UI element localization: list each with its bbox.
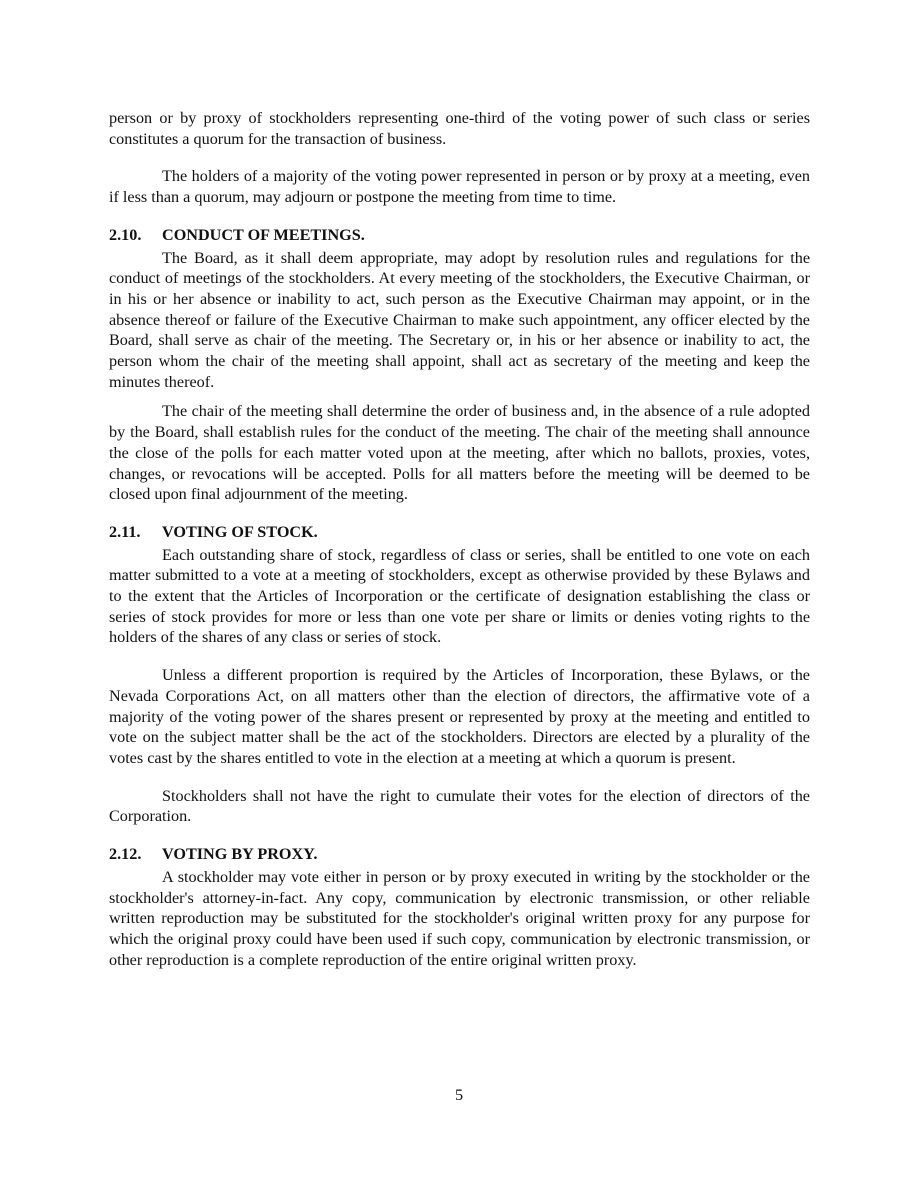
voting-paragraph-3: Stockholders shall not have the right to cumulate their votes for the election of directors of the Corporation. <box>109 786 810 826</box>
section-heading-2-12 <box>109 844 810 865</box>
voting-paragraph-1: Each outstanding share of stock, regardless of class or series, shall be entitled to one vote on each matter submitted to a vote at a meeting of stockholders, except as otherwise provided by these Bylaws and to the extent that the Articles of Incorporation or the certificate of designation establishing the class or series of stock provides for more or less than one vote per share or limits or denies voting rights to the holders of the shares of any class or series of stock. <box>109 545 810 647</box>
section-number: 2.11. <box>109 522 141 541</box>
section-title: VOTING OF STOCK. <box>162 522 318 541</box>
section-number: 2.12. <box>109 845 142 864</box>
section-number: 2.10. <box>109 225 142 244</box>
voting-paragraph-2: Unless a different proportion is required by the Articles of Incorporation, these Bylaws, or the Nevada Corporations Act, on all matters other than the election of directors, the affirmative vote of a majority of the voting power of the shares present or represented by proxy at the meeting and entitled to vote on the subject matter shall be the act of the stockholders. Directors are elected by a plurality of the votes cast by the shares entitled to vote in the election at a meeting at which a quorum is present. <box>109 666 810 767</box>
section-title: CONDUCT OF MEETINGS. <box>162 225 365 244</box>
adjournment-paragraph: The holders of a majority of the voting power represented in person or by proxy at a meeting, even if less than a quorum, may adjourn or postpone the meeting from time to time. <box>109 167 810 207</box>
proxy-paragraph-1: A stockholder may vote either in person or by proxy executed in writing by the stockholder or the stockholder's attorney-in-fact. Any copy, communication by electronic transmission, or other reliable written reproduction may be substituted for the stockholder's original written proxy for any purpose for which the original proxy could have been used if such copy, communication by electronic transmission, or other reproduction is a complete reproduction of the entire original written proxy. <box>109 867 810 969</box>
conduct-paragraph-2: The chair of the meeting shall determine the order of business and, in the absence of a rule adopted by the Board, shall establish rules for the conduct of the meeting. The chair of the meeting shall announce the close of the polls for each matter voted upon at the meeting, after which no ballots, proxies, votes, changes, or revocations will be accepted. Polls for all matters before the meeting will be deemed to be closed upon final adjournment of the meeting. <box>109 402 810 504</box>
document-page <box>109 108 810 970</box>
quorum-continuation-paragraph: person or by proxy of stockholders representing one-third of the voting power of such class or series constitutes a quorum for the transaction of business. <box>109 109 810 148</box>
section-title: VOTING BY PROXY. <box>162 845 318 864</box>
section-heading-2-11 <box>109 522 810 543</box>
section-heading-2-10 <box>109 225 810 246</box>
page-number: 5 <box>454 1086 464 1104</box>
conduct-paragraph-1: The Board, as it shall deem appropriate, may adopt by resolution rules and regulations for the conduct of meetings of the stockholders. At every meeting of the stockholders, the Executive Chairman, or in his or her absence or inability to act, such person as the Executive Chairman may appoint, or in the absence thereof or failure of the Executive Chairman to make such appointment, any officer elected by the Board, shall serve as chair of the meeting. The Secretary or, in his or her absence or inability to act, the person whom the chair of the meeting shall appoint, shall act as secretary of the meeting and keep the minutes thereof. <box>109 248 810 391</box>
